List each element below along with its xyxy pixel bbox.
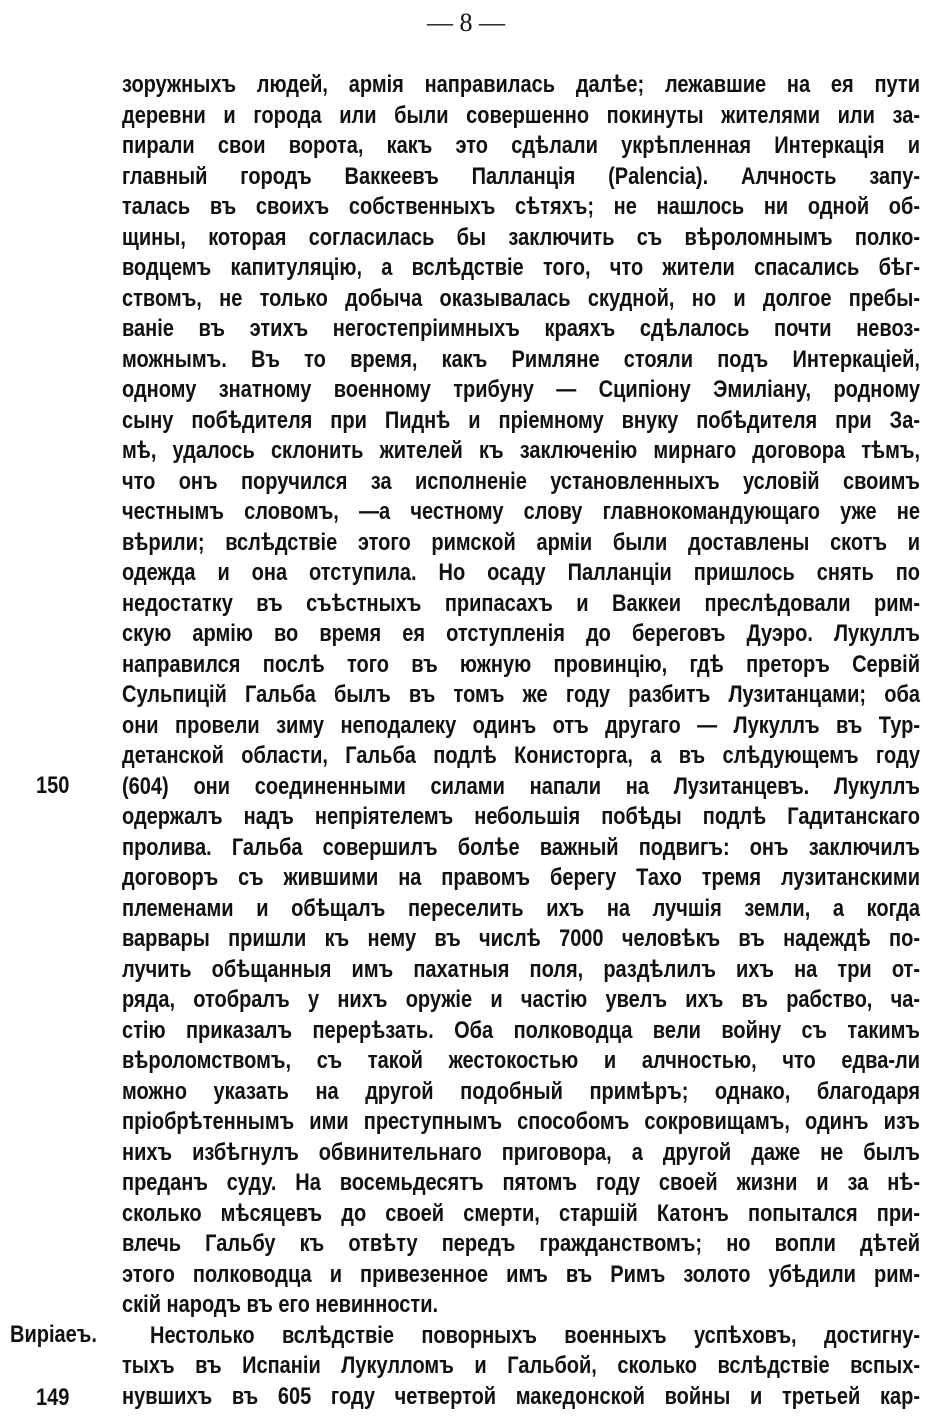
text-line: талась въ своихъ собственныхъ сѣтяхъ; не нашлось ни одной об-: [122, 193, 920, 221]
page-number: — 8 —: [427, 8, 505, 37]
text-line: Сульпицій Гальба былъ въ томъ же году разбитъ Лузитанцами; оба: [122, 681, 920, 709]
text-line: зоружныхъ людей, армія направилась далѣе; лежавшие на ея пути: [122, 71, 920, 99]
text-line: можнымъ. Въ то время, какъ Римляне стояли подъ Интеркаціей,: [122, 346, 920, 373]
text-line: главный городъ Ваккеевъ Палланція (Palencia). Алчность запу-: [122, 163, 920, 190]
margin-side-heading: Виріаеъ.: [10, 1321, 97, 1349]
text-line: пролива. Гальба совершилъ болѣе важный подвигъ: онъ заключилъ: [122, 834, 920, 861]
text-line: скій народъ въ его невинности.: [122, 1291, 439, 1319]
text-line: одержалъ надъ непріятелемъ небольшія побѣды подлѣ Гадитанскаго: [122, 803, 920, 831]
text-line: пріобрѣтеннымъ ими преступнымъ способомъ сокровищамъ, одинъ изъ: [122, 1108, 920, 1136]
text-line: преданъ суду. На восемьдесятъ пятомъ году своей жизни и за нѣ-: [122, 1169, 920, 1197]
text-line: договоръ съ жившими на правомъ берегу Тахо тремя лузитанскими: [122, 864, 920, 892]
text-line: сыну побѣдителя при Пиднѣ и пріемному внуку побѣдителя при За-: [122, 407, 920, 434]
text-line: ваніе въ этихъ негостепріимныхъ краяхъ сдѣлалось почти невоз-: [122, 315, 920, 343]
text-line: (604) они соединенными силами напали на Лузитанцевъ. Лукуллъ: [122, 773, 920, 800]
text-line: можно указать на другой подобный примѣръ; однако, благодаря: [122, 1078, 920, 1105]
text-line: сколько мѣсяцевъ до своей смерти, старшій Катонъ попытался при-: [122, 1200, 920, 1227]
text-line: варвары пришли къ нему въ числѣ 7000 человѣкъ въ надеждѣ по-: [122, 925, 920, 953]
text-line: племенами и обѣщалъ переселить ихъ на лучшія земли, а когда: [122, 895, 920, 922]
margin-year-150: 150: [36, 772, 70, 800]
text-line: одному знатному военному трибуну — Сципіону Эмиліану, родному: [122, 376, 920, 404]
text-line: ряда, отобралъ у нихъ оружіе и частію увелъ ихъ въ рабство, ча-: [122, 986, 920, 1014]
text-line: нихъ избѣгнулъ обвинительнаго приговора, а другой даже не былъ: [122, 1139, 920, 1166]
text-line: честнымъ словомъ, —а честному слову главнокомандующаго уже не: [122, 498, 920, 526]
text-line: щины, которая согласилась бы заключить съ вѣроломнымъ полко-: [122, 224, 920, 251]
text-line: одежда и она отступила. Но осаду Палланціи пришлось снять по: [122, 559, 920, 587]
text-line: деревни и города или были совершенно покинуты жителями или за-: [122, 102, 920, 129]
text-line: тыхъ въ Испаніи Лукулломъ и Гальбой, сколько вслѣдствіе вспых-: [122, 1352, 920, 1380]
text-line: этого полководца и привезенное имъ въ Римъ золото убѣдили рим-: [122, 1261, 920, 1288]
text-line: вѣрили; вслѣдствіе этого римской арміи были доставлены скотъ и: [122, 529, 920, 556]
text-line: скую армію во время ея отступленія до береговъ Дуэро. Лукуллъ: [122, 620, 920, 648]
margin-year-149: 149: [36, 1384, 70, 1412]
text-line: стію приказалъ перерѣзать. Оба полководца вели войну съ такимъ: [122, 1017, 920, 1044]
text-line: Нестолько вслѣдствіе поворныхъ военныхъ успѣховъ, достигну-: [150, 1322, 920, 1349]
text-line: что онъ поручился за исполненіе установленныхъ условій своимъ: [122, 468, 920, 495]
text-line: водцемъ капитуляцію, а вслѣдствіе того, что жители спасались бѣг-: [122, 254, 920, 282]
text-line: ствомъ, не только добыча оказывалась скудной, но и долгое пребы-: [122, 285, 920, 312]
text-line: направился послѣ того въ южную провинцію, гдѣ преторъ Сервій: [122, 651, 920, 678]
text-line: лучить обѣщанныя имъ пахатныя поля, раздѣлилъ ихъ на три от-: [122, 956, 920, 983]
text-line: недостатку въ съѣстныхъ припасахъ и Ваккеи преслѣдовали рим-: [122, 590, 920, 617]
text-line: вѣроломствомъ, съ такой жестокостью и алчностью, что едва-ли: [122, 1047, 920, 1075]
text-line: детанской области, Гальба подлѣ Конисторга, а въ слѣдующемъ году: [122, 742, 920, 770]
text-line: мѣ, удалось склонить жителей къ заключенію мирнаго договора тѣмъ,: [122, 437, 920, 465]
text-line: пирали свои ворота, какъ это сдѣлали укрѣпленная Интеркація и: [122, 132, 920, 160]
text-line: влечь Гальбу къ отвѣту передъ гражданствомъ; но вопли дѣтей: [122, 1230, 920, 1258]
text-line: они провели зиму неподалеку одинъ отъ другаго — Лукуллъ въ Тур-: [122, 712, 920, 739]
text-line: нувшихъ въ 605 году четвертой македонской войны и третьей кар-: [122, 1383, 920, 1410]
